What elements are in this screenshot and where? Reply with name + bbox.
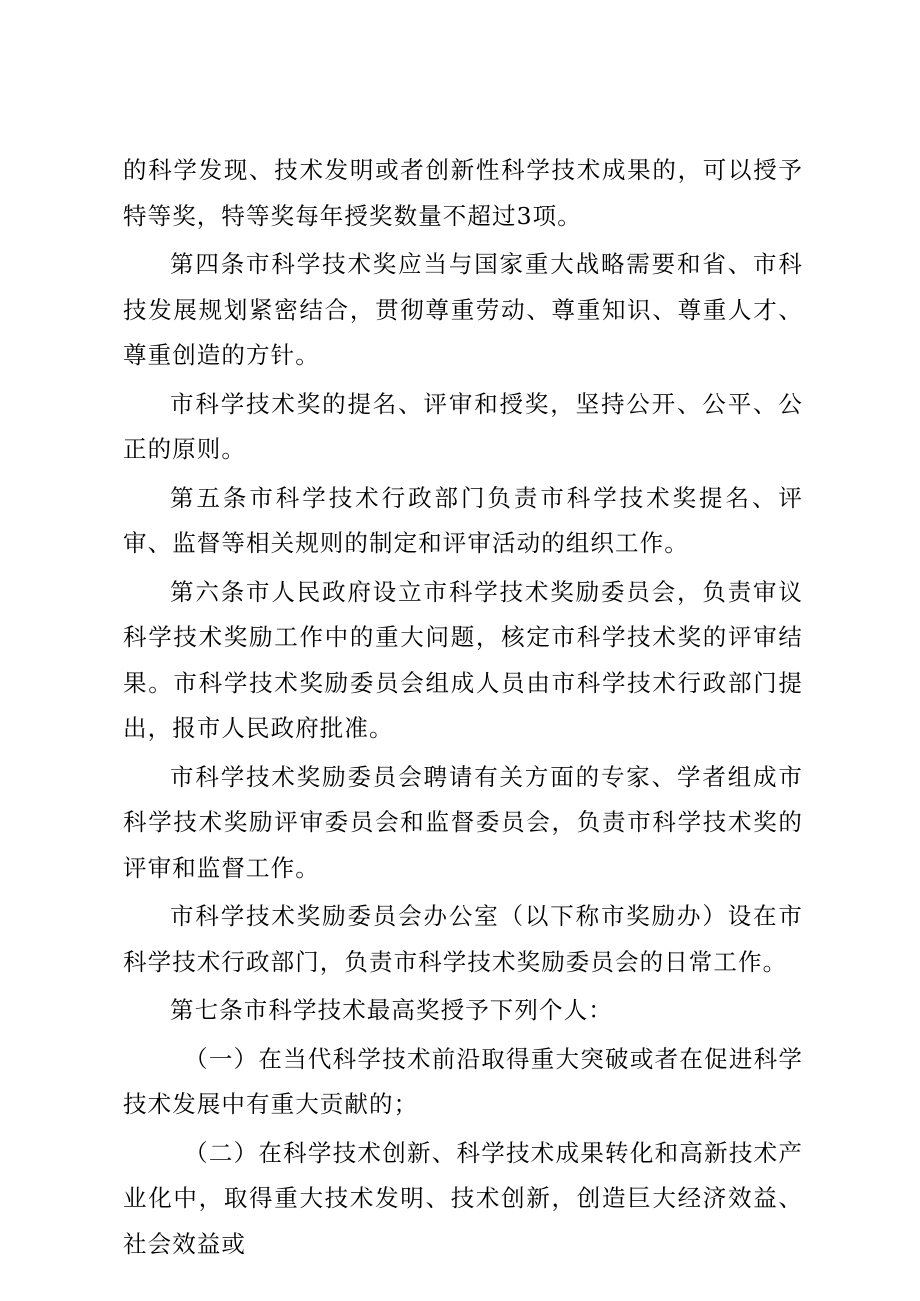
paragraph-article-7: 第七条市科学技术最高奖授予下列个人：	[170, 996, 613, 1024]
paragraph-principles: 市科学技术奖的提名、评审和授奖，坚持公开、公平、公正的原则。	[123, 389, 803, 463]
list-item-1: （一）在当代科学技术前沿取得重大突破或者在促进科学技术发展中有重大贡献的；	[123, 1044, 803, 1118]
paragraph-article-5: 第五条市科学技术行政部门负责市科学技术奖提名、评审、监督等相关规则的制定和评审活动的组织工作。	[123, 483, 803, 557]
list-item-2: （二）在科学技术创新、科学技术成果转化和高新技术产业化中，取得重大技术发明、技术创新，创造巨大经济效益、社会效益或	[123, 1138, 803, 1258]
paragraph-review-committee: 市科学技术奖励委员会聘请有关方面的专家、学者组成市科学技术奖励评审委员会和监督委员会，负责市科学技术奖的评审和监督工作。	[123, 762, 803, 882]
paragraph-continuation: 的科学发现、技术发明或者创新性科学技术成果的，可以授予特等奖，特等奖每年授奖数量不超过3项。	[123, 156, 803, 230]
paragraph-article-6: 第六条市人民政府设立市科学技术奖励委员会，负责审议科学技术奖励工作中的重大问题，核定市科学技术奖的评审结果。市科学技术奖励委员会组成人员由市科学技术行政部门提出，报市人民政府批准。	[123, 577, 803, 742]
paragraph-article-4: 第四条市科学技术奖应当与国家重大战略需要和省、市科技发展规划紧密结合，贯彻尊重劳动、尊重知识、尊重人才、尊重创造的方针。	[123, 250, 803, 369]
paragraph-award-office: 市科学技术奖励委员会办公室（以下称市奖励办）设在市科学技术行政部门，负责市科学技术奖励委员会的日常工作。	[123, 902, 803, 976]
document-body	[123, 148, 803, 1270]
